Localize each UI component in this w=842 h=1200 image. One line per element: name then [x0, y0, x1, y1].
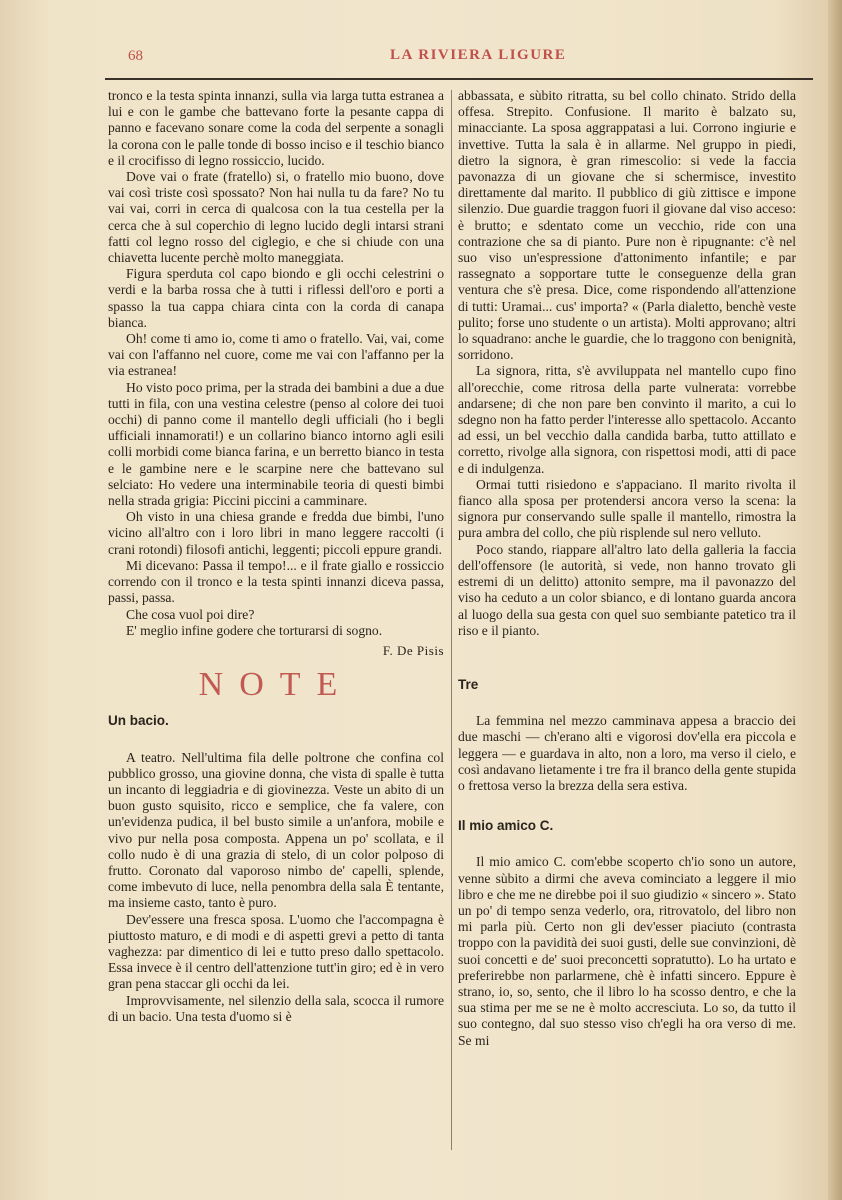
paragraph: A teatro. Nell'ultima fila delle poltrone che confina col pubblico grosso, una giovine donna, che vista di spalle è tutta un incanto di leggiadria e di giovinezza. Veste un abito di un buon gusto squisito, ricco e semplice, che fa valere, con un'evidenza pudica, il bel busto simile a un'anfora, mobile e vivo pur nella posa composta. Appena un po' scollata, e il collo nudo è di una grazia di stelo, di un color polposo di frutto. Coronato dal vaporoso nimbo de' capelli, splende, come imbevuto di luce, nella penombra della sala È tentante, ma insieme casto, tanto è puro. [108, 749, 444, 911]
section-heading: Il mio amico C. [458, 818, 554, 834]
paragraph: Ho visto poco prima, per la strada dei bambini a due a due tutti in fila, con una vestina celestre (penso al colore dei tuoi occhi) di panno come il mantello degli ufficiali (ho i begli ufficiali innamorati!) e un collarino bianco intorno agli esili colli morbidi come bianca farina, e un berretto bianco in testa e le gambine nere e le scarpine nere che battevano sul selciato: Ho vedere una interminabile teoria di questi bimbi nella strada grigia: Piccini piccini a camminare. [108, 379, 444, 509]
paragraph: E' meglio infine godere che torturarsi di sogno. [126, 622, 383, 638]
column-divider [451, 90, 452, 1150]
paragraph: Il mio amico C. com'ebbe scoperto ch'io sono un autore, venne sùbito a dirmi che aveva cominciato a leggere il mio libro e che me ne direbbe poi il suo giudizio « sincero ». Stato un po' di tempo senza vederlo, ora, ritrovatolo, del libro non mi parla più. Certo non gli dev'esser piaciuto (contrasta troppo con la pavidità dei suoi gusti, delle sue convinzioni, dè suoi concetti e de' suoi preconcetti sopratutto). Lo ha urtato e preferirebbe non parlarmene, chè è infatti sincero. Eppure è strano, io, so, sento, che il libro lo ha scosso dentro, e che la sua stima per me se ne è molto accresciuta. Lo so, da tutto il suo contegno, dal suo stesso viso ch'egli ha ora verso di me. Se mi [458, 854, 796, 1048]
section-heading: Un bacio. [108, 713, 169, 729]
paragraph: La femmina nel mezzo camminava appesa a braccio dei due maschi — ch'erano alti e vigorosi dov'ella era piccola e leggera — e guardava in alto, non a loro, ma verso il cielo, e così andavano lietamente i tre fra il branco della gente stupida o frettosa verso la brezza della sera estiva. [458, 713, 796, 793]
paragraph: Figura sperduta col capo biondo e gli occhi celestrini o verdi e la barba rossa che à tutti i riflessi dell'oro e porti a spasso la tua cappa chiara cinta con la corda di canapa bianca. [108, 266, 444, 330]
paragraph: La signora, ritta, s'è avviluppata nel mantello cupo fino all'orecchie, come ritrosa della parte vulnerata: vorrebbe andarsene; di che non pare ben convinto il marito, a cui lo sdegno non ha fatto perder l'interesse allo spettacolo. Accanto ad essi, un bel vecchio dalla candida barba, tutto attillato e corretto, rivolge alla signora, con rispettosi modi, atti di pace e di indulgenza. [458, 363, 796, 476]
paragraph: abbassata, e sùbito ritratta, su bel collo chinato. Strido della offesa. Strepito. Confusione. Il marito è balzato su, minacciante. La sposa aggrappatasi a lui. Corrono ingiurie e invettive. Tutta la sala è in allarme. Nel gruppo in piedi, dietro la signora, è gran rimescolio: si vede la faccia pavonazza di un giovane che si schermisce, investito direttamente dal marito. Il pubblico di giù zittisce e impone silenzio. Due guardie traggon fuori il giovane dal viso acceso: è brutto; e sdentato come un vecchio, ride con una contrazione che sa di pianto. Pure non è ripugnante: c'è nel suo viso un'espressione d'attonimento infantile; e par rassegnato a sopportare tutte le conseguenze della gran ventura che s'è presa. Dice, come rispondendo all'attenzione di tutti: Uramai... cus' importa? « (Parla dialetto, benchè veste pulito; forse uno studente o un artista). Molti approvano; altri lo squadrano: anche le guardie, che lo traggono con benignità, sorridono. [458, 88, 796, 363]
paragraph: Oh visto in una chiesa grande e fredda due bimbi, l'uno vicino all'altro con i loro libri in mano leggere raccolti (i crani rotondi) filosofi antichi, leggenti; piccoli eppure grandi. [108, 509, 444, 557]
left-column [108, 88, 444, 1025]
page-header [128, 44, 818, 72]
paragraph: Improvvisamente, nel silenzio della sala, scocca il rumore di un bacio. Una testa d'uomo si è [108, 992, 444, 1024]
section-title-note: NOTE [198, 666, 354, 704]
paragraph: Oh! come ti amo io, come ti amo o fratello. Vai, vai, come vai con l'affanno nel cuore, come me vai con l'affanno per la via estranea! [108, 331, 444, 379]
page-number: 68 [128, 48, 143, 64]
paragraph: Mi dicevano: Passa il tempo!... e il frate giallo e rossiccio correndo con il tronco e la testa spinti innanzi diceva passa, passi, passa. [108, 557, 444, 606]
header-rule [105, 78, 813, 80]
paragraph: Ormai tutti risiedono e s'appaciano. Il marito rivolta il fianco alla sposa per protendersi ancora verso la scena: la signora pur conservando sulle spalle il mantello, rimostra la pura ambra del collo, che più risplende sul nero velluto. [458, 476, 796, 541]
paragraph: tronco e la testa spinta innanzi, sulla via larga tutta estranea a lui e con le gambe che battevano forte la pesante cappa di panno e facevano sonare come la coda del serpente a sonagli la corona con le palle tonde di bosso inciso e il teschio bianco e il crocifisso di legno rossiccio, lucido. [108, 88, 444, 168]
paragraph: Dove vai o frate (fratello) si, o fratello mio buono, dove vai così triste così spossato? Non hai nulla tu da fare? No tu vai vai, corri in cerca di qualcosa con la tua cestella per la cerca che à sul coperchio di legno lucido degli intarsi strani fatti col legno rosso del ciglegio, e che si chiude con una chiavetta lucente perchè molto maneggiata. [108, 169, 444, 266]
paragraph: Poco stando, riappare all'altro lato della galleria la faccia dell'offensore (le autorità, si vede, non hanno trovato gli estremi di un delitto) attonito sempre, ma il pavonazzo del viso ha ceduto a un color sbianco, e di lontano guarda ancora al luogo della sua gesta con quel suo sembiante patetico tra il riso e il pianto. [458, 541, 796, 638]
paragraph: Dev'essere una fresca sposa. L'uomo che l'accompagna è piuttosto maturo, e di modi e di aspetti grevi a petto di tanta vaghezza: par dimentico di lei e tutto preso dallo spettacolo. Essa invece è il centro dell'attenzione tutt'in giro; ed è in vero gran pena staccar gli occhi da lei. [108, 911, 444, 992]
page-edge [828, 0, 842, 1200]
right-column [458, 88, 796, 1049]
journal-title: LA RIVIERA LIGURE [390, 47, 567, 63]
author-signature: F. De Pisis [382, 642, 444, 658]
paragraph: Che cosa vuol poi dire? [126, 606, 255, 622]
section-heading: Tre [458, 676, 479, 692]
